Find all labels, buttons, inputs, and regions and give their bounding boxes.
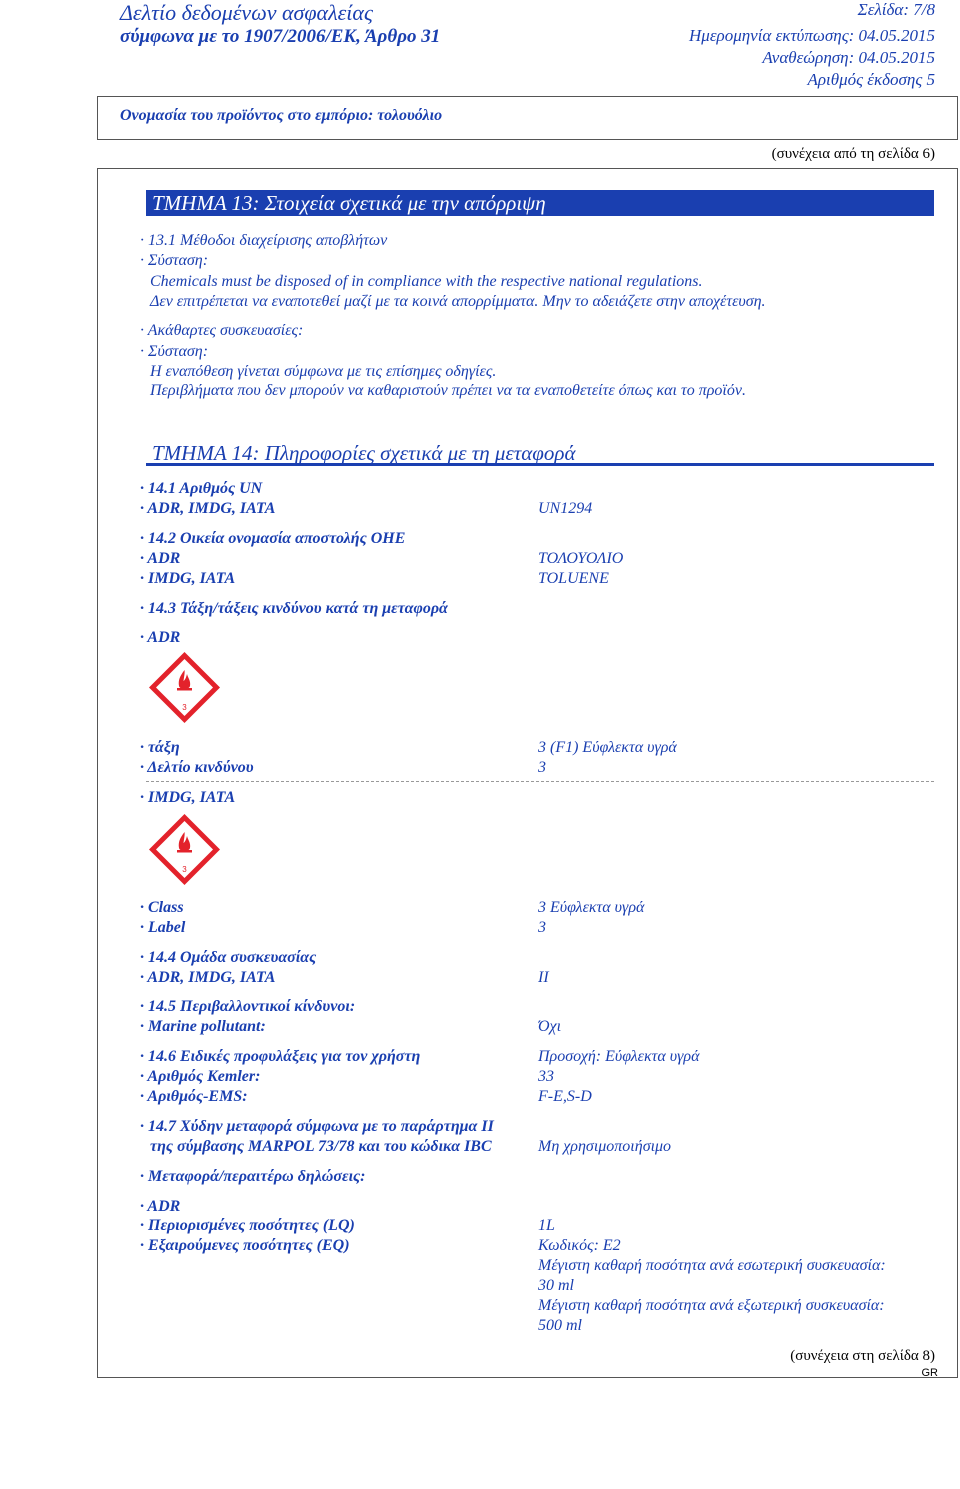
s14-eq-label: · Εξαιρούμενες ποσότητες (EQ) [140, 1237, 350, 1254]
s14-class-label: · Class [140, 899, 184, 916]
s14-deltio-label: · Δελτίο κινδύνου [140, 759, 254, 776]
s14-bulk-value: Μη χρησιμοποιήσιμο [538, 1138, 672, 1155]
s14-un-value: UN1294 [538, 500, 593, 517]
s14-eq-inner: Μέγιστη καθαρή ποσότητα ανά εσωτερική συσκευασία: [538, 1257, 886, 1274]
s14-kemler-label: · Αριθμός Kemler: [140, 1068, 261, 1085]
diamond-number-2: 3 [182, 865, 187, 874]
doc-title: Δελτίο δεδομένων ασφαλείας [120, 0, 373, 25]
s14-pack-value: II [538, 969, 549, 986]
s14-lbl-value: 3 [538, 919, 546, 936]
s14-un-label: · ADR, IMDG, IATA [140, 500, 276, 517]
divider [146, 781, 934, 782]
s13-packaging: · Ακάθαρτες συσκευασίες: [140, 322, 304, 339]
s14-bulk-head-2: της σύμβασης MARPOL 73/78 και του κώδικα IBC [150, 1138, 492, 1155]
s14-lq-label: · Περιορισμένες ποσότητες (LQ) [140, 1217, 355, 1234]
s14-marine-value: Όχι [538, 1018, 562, 1035]
s14-name-head: · 14.2 Οικεία ονομασία αποστολής ΟΗΕ [140, 530, 406, 547]
s14-imdg2: · IMDG, IATA [140, 789, 236, 806]
s14-deltio-value: 3 [538, 759, 546, 776]
s14-ems-value: F-E,S-D [538, 1088, 592, 1105]
s14-kemler-value: 33 [538, 1068, 554, 1085]
s14-eq-code: Κωδικός: E2 [538, 1237, 621, 1254]
s13-text-1: Chemicals must be disposed of in compliance with the respective national regulations. [150, 273, 703, 290]
s13-text-2: Δεν επιτρέπεται να εναποτεθεί μαζί με τα κοινά απορρίμματα. Μην το αδειάζετε στην αποχέτευση. [150, 293, 766, 310]
s13-text-3: Η εναπόθεση γίνεται σύμφωνα με τις επίσημες οδηγίες. [150, 363, 497, 380]
s14-user-value: Προσοχή: Εύφλεκτα υγρά [538, 1048, 700, 1065]
s14-class-head: · 14.3 Τάξη/τάξεις κινδύνου κατά τη μεταφορά [140, 600, 448, 617]
s14-lq-value: 1L [538, 1217, 555, 1234]
s14-taxi-value: 3 (F1) Εύφλεκτα υγρά [538, 739, 677, 756]
flammable-diamond-icon [147, 812, 222, 887]
s14-ems-label: · Αριθμός-EMS: [140, 1088, 248, 1105]
page-number: Σελίδα: 7/8 [857, 0, 935, 19]
s14-adr3: · ADR [140, 1198, 181, 1215]
section-13-header: ΤΜΗΜΑ 13: Στοιχεία σχετικά με την απόρριψη [146, 190, 934, 216]
s14-class-value: 3 Εύφλεκτα υγρά [538, 899, 645, 916]
s14-eq-outer: Μέγιστη καθαρή ποσότητα ανά εξωτερική συσκευασία: [538, 1297, 885, 1314]
s14-user-head: · 14.6 Ειδικές προφυλάξεις για τον χρήστη [140, 1048, 421, 1065]
s14-marine-label: · Marine pollutant: [140, 1018, 266, 1035]
revision-date: Αναθεώρηση: 04.05.2015 [762, 48, 935, 67]
product-name: Ονομασία του προϊόντος στο εμπόριο: τολουόλιο [120, 107, 443, 124]
section-14-header: ΤΜΗΜΑ 14: Πληροφορίες σχετικά με τη μεταφορά [146, 440, 934, 466]
s14-adr-value: ΤΟΛΟΥΟΛΙΟ [538, 550, 624, 567]
s14-taxi-label: · τάξη [140, 739, 180, 756]
s14-pack-label: · ADR, IMDG, IATA [140, 969, 276, 986]
s14-transport-head: · Μεταφορά/περαιτέρω δηλώσεις: [140, 1168, 366, 1185]
s14-eq-inner-val: 30 ml [538, 1277, 574, 1294]
s14-adr-label: · ADR [140, 550, 181, 567]
s14-un-head: · 14.1 Αριθμός UN [140, 480, 263, 497]
s13-recommendation-2: · Σύσταση: [140, 343, 209, 360]
s14-bulk-head-1: · 14.7 Χύδην μεταφορά σύμφωνα με το παράρτημα II [140, 1118, 494, 1135]
s13-recommendation: · Σύσταση: [140, 252, 209, 269]
s14-lbl-label: · Label [140, 919, 186, 936]
s14-imdg-value: TOLUENE [538, 570, 609, 587]
s14-eq-outer-val: 500 ml [538, 1317, 582, 1334]
regulation: σύμφωνα με το 1907/2006/ΕΚ, Άρθρο 31 [120, 26, 441, 47]
continued-from: (συνέχεια από τη σελίδα 6) [771, 146, 935, 162]
flammable-diamond-icon [147, 650, 222, 725]
s14-env-head: · 14.5 Περιβαλλοντικοί κίνδυνοι: [140, 998, 356, 1015]
s13-text-4: Περιβλήματα που δεν μπορούν να καθαριστούν πρέπει να τα εναποθετείτε όπως και το προϊόν. [150, 382, 746, 399]
language-code: GR [921, 1367, 938, 1379]
s13-methods: · 13.1 Μέθοδοι διαχείρισης αποβλήτων [140, 232, 388, 249]
s14-imdg-label: · IMDG, IATA [140, 570, 236, 587]
diamond-number-1: 3 [182, 703, 187, 712]
continued-to: (συνέχεια στη σελίδα 8) [790, 1348, 935, 1364]
s14-pack-head: · 14.4 Ομάδα συσκευασίας [140, 949, 317, 966]
version-number: Αριθμός έκδοσης 5 [807, 70, 935, 89]
s14-adr2: · ADR [140, 629, 181, 646]
print-date: Ημερομηνία εκτύπωσης: 04.05.2015 [689, 26, 935, 45]
